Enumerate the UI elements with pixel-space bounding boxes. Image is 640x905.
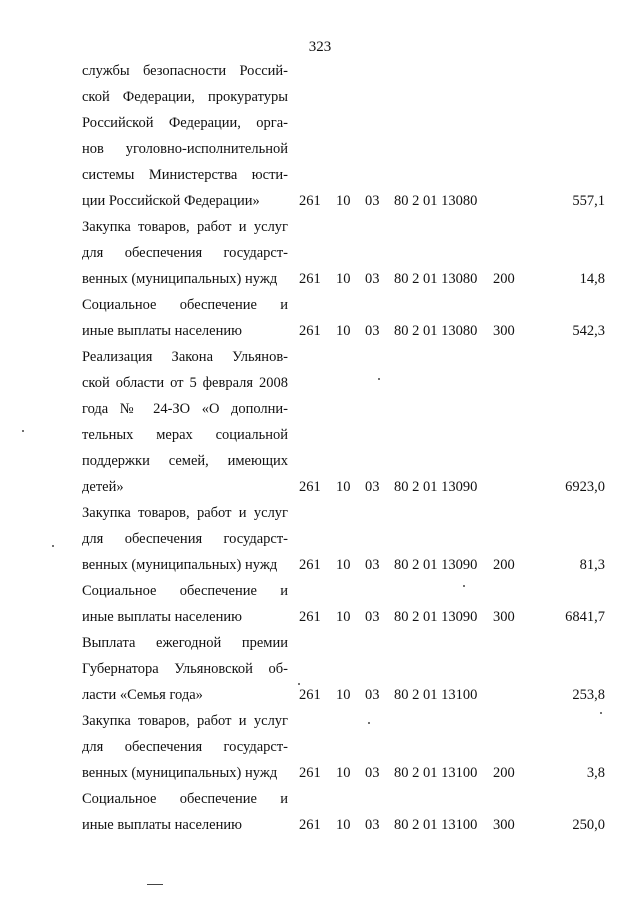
sum-value: 542,3 [572, 323, 605, 339]
target-article-code: 80 2 01 13100 [394, 817, 478, 833]
row-description-line: Закупка товаров, работ и услуг [82, 713, 288, 729]
row-description-line: ции Российской Федерации» [82, 193, 260, 209]
target-article-code: 80 2 01 13100 [394, 687, 478, 703]
section-code: 10 [336, 687, 351, 703]
subsection-code: 03 [365, 323, 380, 339]
expense-type-code: 200 [493, 765, 515, 781]
row-description-line: Выплата ежегодной премии [82, 635, 288, 651]
scan-speck [378, 378, 380, 380]
target-article-code: 80 2 01 13090 [394, 609, 478, 625]
target-article-code: 80 2 01 13090 [394, 479, 478, 495]
admin-code: 261 [299, 817, 321, 833]
sum-value: 253,8 [572, 687, 605, 703]
expense-type-code: 300 [493, 323, 515, 339]
scan-speck [463, 585, 465, 587]
subsection-code: 03 [365, 765, 380, 781]
expense-type-code: 200 [493, 557, 515, 573]
target-article-code: 80 2 01 13080 [394, 193, 478, 209]
admin-code: 261 [299, 609, 321, 625]
target-article-code: 80 2 01 13080 [394, 323, 478, 339]
sum-value: 6923,0 [565, 479, 605, 495]
sum-value: 250,0 [572, 817, 605, 833]
section-code: 10 [336, 817, 351, 833]
subsection-code: 03 [365, 479, 380, 495]
subsection-code: 03 [365, 609, 380, 625]
row-description-line: иные выплаты населению [82, 609, 242, 625]
scan-speck [22, 430, 24, 432]
row-description-line: детей» [82, 479, 124, 495]
row-description-line: иные выплаты населению [82, 817, 242, 833]
row-description-line: службы безопасности Россий- [82, 63, 288, 79]
section-code: 10 [336, 557, 351, 573]
row-description-line: тельных мерах социальной [82, 427, 288, 443]
row-description-line: венных (муниципальных) нужд [82, 765, 278, 781]
subsection-code: 03 [365, 557, 380, 573]
subsection-code: 03 [365, 271, 380, 287]
admin-code: 261 [299, 765, 321, 781]
admin-code: 261 [299, 193, 321, 209]
row-description-line: иные выплаты населению [82, 323, 242, 339]
scan-speck [600, 712, 602, 714]
row-description-line: Социальное обеспечение и [82, 297, 288, 313]
admin-code: 261 [299, 687, 321, 703]
subsection-code: 03 [365, 193, 380, 209]
scan-speck [52, 545, 54, 547]
row-description-line: Закупка товаров, работ и услуг [82, 219, 288, 235]
section-code: 10 [336, 479, 351, 495]
admin-code: 261 [299, 271, 321, 287]
target-article-code: 80 2 01 13100 [394, 765, 478, 781]
section-code: 10 [336, 323, 351, 339]
section-code: 10 [336, 193, 351, 209]
admin-code: 261 [299, 479, 321, 495]
row-description-line: венных (муниципальных) нужд [82, 557, 278, 573]
row-description-line: Губернатора Ульяновской об- [82, 661, 288, 677]
section-code: 10 [336, 609, 351, 625]
page-number: 323 [308, 39, 332, 55]
target-article-code: 80 2 01 13080 [394, 271, 478, 287]
target-article-code: 80 2 01 13090 [394, 557, 478, 573]
row-description-line: системы Министерства юсти- [82, 167, 288, 183]
expense-type-code: 300 [493, 817, 515, 833]
sum-value: 81,3 [579, 557, 605, 573]
row-description-line: поддержки семей, имеющих [82, 453, 288, 469]
row-description-line: для обеспечения государст- [82, 739, 288, 755]
scan-speck [368, 722, 370, 724]
row-description-line: Закупка товаров, работ и услуг [82, 505, 288, 521]
subsection-code: 03 [365, 817, 380, 833]
section-code: 10 [336, 765, 351, 781]
sum-value: 6841,7 [565, 609, 605, 625]
sum-value: 14,8 [579, 271, 605, 287]
sum-value: 3,8 [586, 765, 605, 781]
admin-code: 261 [299, 557, 321, 573]
row-description-line: для обеспечения государст- [82, 531, 288, 547]
admin-code: 261 [299, 323, 321, 339]
expense-type-code: 200 [493, 271, 515, 287]
scan-speck [147, 884, 163, 885]
row-description-line: ской области от 5 февраля 2008 [82, 375, 288, 391]
row-description-line: Социальное обеспечение и [82, 583, 288, 599]
row-description-line: ласти «Семья года» [82, 687, 203, 703]
expense-type-code: 300 [493, 609, 515, 625]
row-description-line: для обеспечения государст- [82, 245, 288, 261]
row-description-line: Российской Федерации, орга- [82, 115, 288, 131]
subsection-code: 03 [365, 687, 380, 703]
sum-value: 557,1 [572, 193, 605, 209]
section-code: 10 [336, 271, 351, 287]
row-description-line: Социальное обеспечение и [82, 791, 288, 807]
row-description-line: венных (муниципальных) нужд [82, 271, 278, 287]
scan-speck [298, 683, 300, 685]
row-description-line: нов уголовно-исполнительной [82, 141, 288, 157]
row-description-line: Реализация Закона Ульянов- [82, 349, 288, 365]
row-description-line: года № 24-ЗО «О дополни- [82, 401, 288, 417]
row-description-line: ской Федерации, прокуратуры [82, 89, 288, 105]
